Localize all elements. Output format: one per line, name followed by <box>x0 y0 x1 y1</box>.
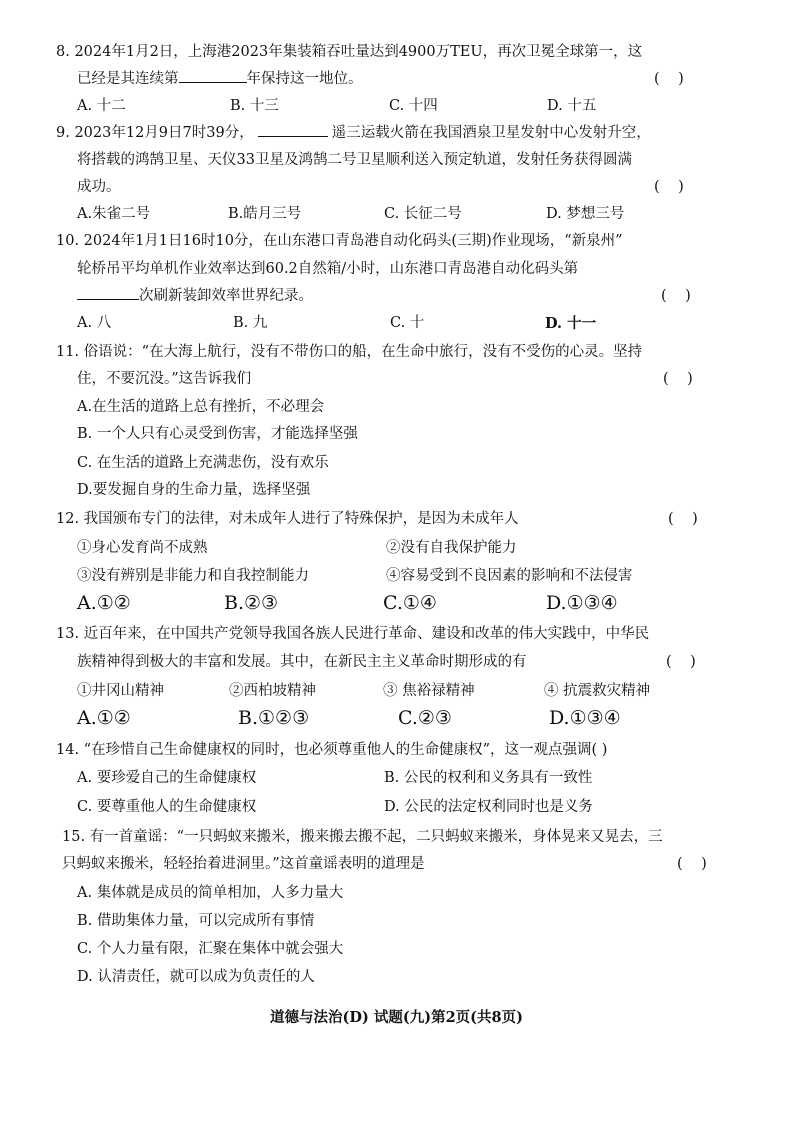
option-d: D. 十一 <box>545 315 597 332</box>
option-d: D. 十五 <box>547 98 597 114</box>
question-10-line-3-post: 次刷新装卸效率世界纪录。 <box>139 288 313 304</box>
question-12-line-1: 12. 我国颁布专门的法律，对未成年人进行了特殊保护，是因为未成年人 <box>56 511 519 527</box>
option-a: A.①② <box>77 592 131 614</box>
question-14-line-1: 14. “在珍惜自己生命健康权的同时，也必须尊重他人的生命健康权”，这一观点强调( ) <box>56 742 608 758</box>
statement-2: ②西柏坡精神 <box>229 683 316 699</box>
question-10-line-1: 10. 2024年1月1日16时10分，在山东港口青岛港自动化码头(三期)作业现场，“新泉州” <box>56 233 623 249</box>
question-9-line-1 <box>56 120 651 147</box>
question-10-line-2: 轮桥吊平均单机作业效率达到60.2自然箱/小时，山东港口青岛港自动化码头第 <box>77 261 579 277</box>
answer-bracket: ( ) <box>666 654 696 670</box>
option-c: C.①④ <box>383 592 437 614</box>
answer-blank <box>179 66 247 83</box>
option-d: D.①③④ <box>546 592 618 614</box>
answer-bracket: ( ) <box>663 371 693 387</box>
option-b: B. 借助集体力量，可以完成所有事情 <box>77 913 315 929</box>
option-c: C.②③ <box>398 707 452 729</box>
option-b: B. 十三 <box>230 98 279 114</box>
option-c: C. 要尊重他人的生命健康权 <box>77 799 257 815</box>
question-11-line-2: 住，不要沉没。”这告诉我们 <box>77 371 252 387</box>
option-b: B.②③ <box>224 592 279 614</box>
option-d: D. 公民的法定权利同时也是义务 <box>384 799 593 815</box>
answer-bracket: ( ) <box>654 71 684 87</box>
option-c: C. 十四 <box>389 98 438 114</box>
question-9-line-2: 将搭载的鸿鹄卫星、天仪33卫星及鸿鹄二号卫星顺利送入预定轨道，发射任务获得圆满 <box>77 152 632 168</box>
option-a: A. 要珍爱自己的生命健康权 <box>77 770 257 786</box>
option-a: A. 十二 <box>77 98 126 114</box>
statement-1: ①身心发育尚不成熟 <box>77 540 208 556</box>
option-c: C. 十 <box>390 315 425 331</box>
option-b: B. 公民的权利和义务具有一致性 <box>384 770 593 786</box>
page-footer: 道德与法治(D) 试题(九)第2页(共8页) <box>270 1009 523 1026</box>
question-8-line-2-post: 年保持这一地位。 <box>246 71 363 87</box>
option-c: C. 在生活的道路上充满悲伤，没有欢乐 <box>77 455 329 471</box>
answer-blank <box>258 120 328 137</box>
question-11-line-1: 11. 俗语说：“在大海上航行，没有不带伤口的船，在生命中旅行，没有不受伤的心灵。坚持 <box>56 344 643 360</box>
statement-4: ④容易受到不良因素的影响和不法侵害 <box>386 568 633 584</box>
question-8-line-2-pre: 已经是其连续第 <box>77 71 179 87</box>
option-a: A.朱雀二号 <box>77 206 151 222</box>
statement-2: ②没有自我保护能力 <box>386 540 517 556</box>
question-9-line-1-pre: 9. 2023年12月9日7时39分， <box>56 125 254 141</box>
question-15-line-1: 15. 有一首童谣：“一只蚂蚁来搬米，搬来搬去搬不起，二只蚂蚁来搬米，身体晃来又晃去，三 <box>62 829 663 845</box>
question-8-line-2 <box>77 66 363 93</box>
answer-bracket: ( ) <box>677 856 707 872</box>
option-d: D.要发掘自身的生命力量，选择坚强 <box>77 482 311 498</box>
statement-3: ③没有辨别是非能力和自我控制能力 <box>77 568 309 584</box>
option-a: A. 八 <box>77 315 112 331</box>
option-a: A. 集体就是成员的简单相加，人多力量大 <box>77 885 344 901</box>
answer-bracket: ( ) <box>661 288 691 304</box>
answer-bracket: ( ) <box>654 179 684 195</box>
option-b: B.皓月三号 <box>228 206 302 222</box>
answer-bracket: ( ) <box>668 511 698 527</box>
option-d: D.①③④ <box>549 707 621 729</box>
question-9-line-1-post: 遥三运载火箭在我国酒泉卫星发射中心发射升空， <box>331 125 651 141</box>
statement-1: ①井冈山精神 <box>77 683 164 699</box>
option-b: B. 一个人只有心灵受到伤害，才能选择坚强 <box>77 426 358 442</box>
answer-blank <box>77 283 139 300</box>
option-a: A.①② <box>77 707 131 729</box>
question-13-line-1: 13. 近百年来，在中国共产党领导我国各族人民进行革命、建设和改革的伟大实践中，中华民 <box>56 626 650 642</box>
option-b: B.①②③ <box>238 707 310 729</box>
question-15-line-2: 只蚂蚁来搬米，轻轻抬着进洞里。”这首童谣表明的道理是 <box>62 856 425 872</box>
question-8-line-1: 8. 2024年1月2日，上海港2023年集装箱吞吐量达到4900万TEU，再次卫冕全球第一，这 <box>56 44 643 60</box>
option-c: C. 个人力量有限，汇聚在集体中就会强大 <box>77 941 344 957</box>
question-10-line-3 <box>77 283 313 310</box>
option-b: B. 九 <box>233 315 268 331</box>
option-a: A.在生活的道路上总有挫折，不必理会 <box>77 399 325 415</box>
option-d: D. 梦想三号 <box>546 206 625 222</box>
question-13-line-2: 族精神得到极大的丰富和发展。其中，在新民主主义革命时期形成的有 <box>77 654 527 670</box>
option-d: D. 认清责任，就可以成为负责任的人 <box>77 969 315 985</box>
question-9-line-3: 成功。 <box>77 179 121 195</box>
statement-4: ④ 抗震救灾精神 <box>544 683 651 699</box>
option-c: C. 长征二号 <box>384 206 462 222</box>
statement-3: ③ 焦裕禄精神 <box>383 683 475 699</box>
